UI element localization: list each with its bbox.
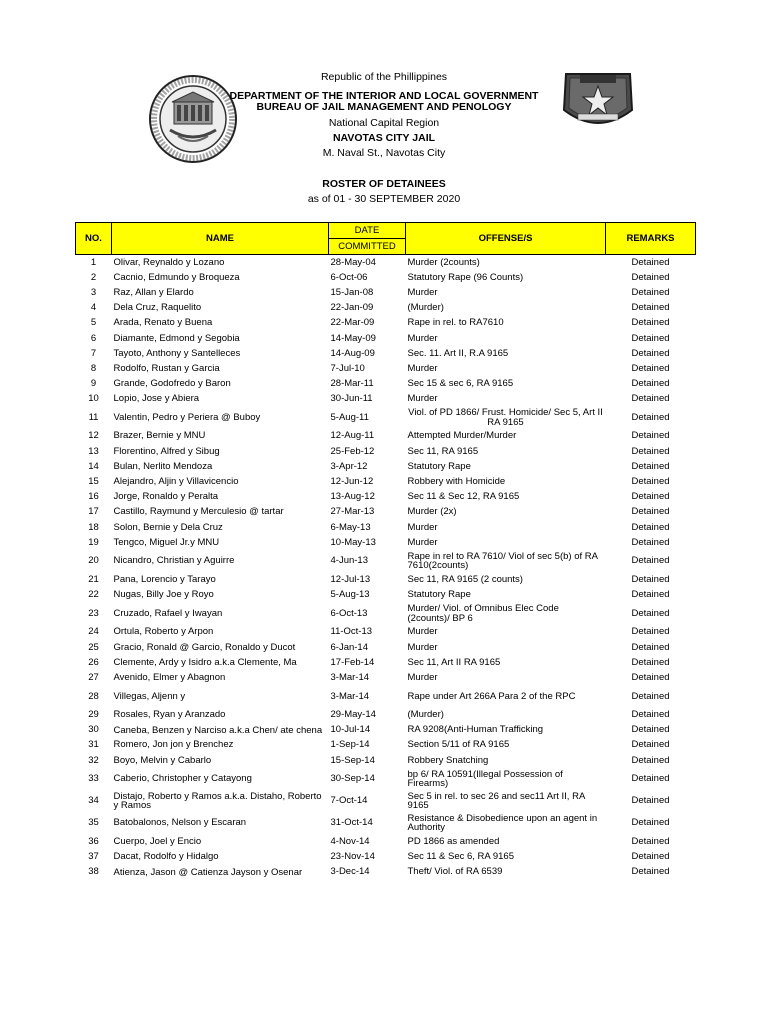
- row-number: 36: [88, 835, 99, 847]
- detainee-name: Jorge, Ronaldo y Peralta: [113, 491, 219, 503]
- remarks: Detained: [631, 378, 670, 390]
- row-number: 34: [88, 795, 99, 807]
- date-committed: 23-Nov-14: [330, 851, 375, 863]
- offense: Sec 11 & Sec 12, RA 9165: [407, 491, 520, 503]
- detainee-name: Dacat, Rodolfo y Hidalgo: [113, 851, 219, 863]
- remarks: Detained: [631, 302, 670, 314]
- remarks: Detained: [631, 256, 670, 268]
- remarks: Detained: [631, 317, 670, 329]
- detainee-name: Tayoto, Anthony y Santelleces: [113, 347, 241, 359]
- offense: Murder: [407, 671, 438, 683]
- offense: Resistance & Disobedience upon an agent in Authority: [407, 812, 598, 834]
- row-number: 10: [88, 393, 99, 405]
- row-number: 8: [90, 362, 97, 374]
- date-committed: 6-May-13: [330, 521, 371, 533]
- detainee-name: Valentin, Pedro y Periera @ Buboy: [113, 411, 261, 423]
- table-row: [76, 655, 696, 670]
- detainee-name: Brazer, Bernie y MNU: [113, 430, 206, 442]
- date-committed: 27-Mar-13: [330, 506, 375, 518]
- remarks: Detained: [631, 506, 670, 518]
- table-row: [76, 738, 696, 753]
- date-committed: 15-Jan-08: [330, 286, 374, 298]
- offense: Robbery with Homicide: [407, 476, 506, 488]
- date-committed: 3-Mar-14: [330, 690, 370, 702]
- as-of-date: as of 01 - 30 SEPTEMBER 2020: [307, 193, 461, 205]
- remarks: Detained: [631, 709, 670, 721]
- table-row: [76, 588, 696, 603]
- row-number: 5: [90, 317, 97, 329]
- detainee-name: Caneba, Benzen y Narciso a.k.a Chen/ ate chena: [113, 724, 323, 736]
- detainee-name: Gracio, Ronald @ Garcio, Ronaldo y Ducot: [113, 642, 296, 654]
- table-row: [76, 444, 696, 459]
- table-row: [76, 474, 696, 489]
- row-number: 1: [90, 256, 97, 268]
- table-row: [76, 392, 696, 407]
- row-number: 19: [88, 536, 99, 548]
- date-committed: 3-Mar-14: [330, 671, 370, 683]
- offense: Robbery Snatching: [407, 754, 489, 766]
- table-row: [76, 550, 696, 572]
- offense: Statutory Rape: [407, 589, 471, 601]
- row-number: 17: [88, 506, 99, 518]
- table-row: [76, 505, 696, 520]
- table-row: [76, 768, 696, 790]
- date-committed: 5-Aug-13: [330, 589, 370, 601]
- remarks: Detained: [631, 835, 670, 847]
- offense: Murder: [407, 536, 438, 548]
- remarks: Detained: [631, 656, 670, 668]
- table-row: [76, 316, 696, 331]
- date-committed: 4-Nov-14: [330, 835, 370, 847]
- table-row: [76, 686, 696, 708]
- detainee-name: Olivar, Reynaldo y Lozano: [113, 256, 225, 268]
- row-number: 23: [88, 607, 99, 619]
- row-number: 31: [88, 739, 99, 751]
- detainee-name: Caberio, Christopher y Catayong: [113, 773, 252, 785]
- detainee-name: Solon, Bernie y Dela Cruz: [113, 521, 223, 533]
- offense: Murder (2counts): [407, 256, 480, 268]
- roster-table: [75, 222, 696, 880]
- detainee-name: Ortula, Roberto y Arpon: [113, 626, 214, 638]
- offense: PD 1866 as amended: [407, 835, 500, 847]
- row-number: 33: [88, 773, 99, 785]
- date-committed: 28-May-04: [330, 256, 376, 268]
- date-committed: 30-Sep-14: [330, 773, 375, 785]
- region-line: National Capital Region: [328, 117, 440, 129]
- remarks: Detained: [631, 430, 670, 442]
- remarks: Detained: [631, 362, 670, 374]
- row-number: 16: [88, 491, 99, 503]
- row-number: 18: [88, 521, 99, 533]
- detainee-name: Diamante, Edmond y Segobia: [113, 332, 240, 344]
- offense: Rape under Art 266A Para 2 of the RPC: [407, 690, 576, 702]
- remarks: Detained: [631, 589, 670, 601]
- remarks: Detained: [631, 754, 670, 766]
- detainee-name: Raz, Allan y Elardo: [113, 286, 194, 298]
- detainee-name: Castillo, Raymund y Merculesio @ tartar: [113, 506, 284, 518]
- date-committed: 6-Jan-14: [330, 641, 368, 653]
- remarks: Detained: [631, 724, 670, 736]
- detainee-name: Nicandro, Christian y Aguirre: [113, 555, 235, 567]
- detainee-name: Arada, Renato y Buena: [113, 317, 213, 329]
- remarks: Detained: [631, 690, 670, 702]
- date-committed: 30-Jun-11: [330, 393, 373, 405]
- col-header-name: NAME: [112, 223, 329, 255]
- row-number: 37: [88, 851, 99, 863]
- offense: Rape in rel to RA 7610/ Viol of sec 5(b) of RA 7610(2counts): [407, 550, 598, 572]
- table-row: [76, 834, 696, 849]
- remarks: Detained: [631, 521, 670, 533]
- table-row: [76, 255, 696, 271]
- table-row: [76, 625, 696, 640]
- row-number: 28: [88, 690, 99, 702]
- republic-line: Republic of the Phillippines: [320, 71, 448, 83]
- offense: bp 6/ RA 10591(Illegal Possession of Firearms): [407, 768, 563, 790]
- bureau-line: BUREAU OF JAIL MANAGEMENT AND PENOLOGY: [256, 101, 512, 113]
- remarks: Detained: [631, 573, 670, 585]
- detainee-name: Rodolfo, Rustan y Garcia: [113, 362, 220, 374]
- date-committed: 11-Oct-13: [330, 626, 373, 638]
- remarks: Detained: [631, 460, 670, 472]
- date-committed: 28-Mar-11: [330, 378, 374, 390]
- table-row: [76, 377, 696, 392]
- jail-address: M. Naval St., Navotas City: [322, 147, 446, 159]
- date-committed: 6-Oct-13: [330, 607, 368, 619]
- offense: Murder (2x): [407, 506, 457, 518]
- date-committed: 12-Aug-11: [330, 430, 375, 442]
- remarks: Detained: [631, 393, 670, 405]
- date-committed: 14-May-09: [330, 332, 376, 344]
- date-committed: 14-Aug-09: [330, 347, 375, 359]
- col-header-remarks: REMARKS: [606, 223, 696, 255]
- detainee-name: Alejandro, Aljin y Villavicencio: [113, 476, 239, 488]
- table-row: [76, 346, 696, 361]
- table-row: [76, 520, 696, 535]
- detainee-name: Clemente, Ardy y Isidro a.k.a Clemente, Ma: [113, 656, 297, 668]
- row-number: 30: [88, 724, 99, 736]
- date-committed: 10-May-13: [330, 536, 376, 548]
- offense: Theft/ Viol. of RA 6539: [407, 866, 503, 878]
- col-header-offense: OFFENSE/S: [406, 223, 606, 255]
- row-number: 38: [88, 866, 99, 878]
- detainee-name: Dela Cruz, Raquelito: [113, 302, 202, 314]
- detainee-name: Tengco, Miguel Jr.y MNU: [113, 536, 220, 548]
- detainee-name: Nugas, Billy Joe y Royo: [113, 589, 214, 601]
- table-row: [76, 459, 696, 474]
- table-row: [76, 640, 696, 655]
- table-row: [76, 407, 696, 429]
- offense: Murder: [407, 521, 438, 533]
- remarks: Detained: [631, 739, 670, 751]
- detainee-name: Romero, Jon jon y Brenchez: [113, 739, 234, 751]
- table-row: [76, 490, 696, 505]
- table-row: [76, 849, 696, 864]
- date-committed: 4-Jun-13: [330, 555, 368, 567]
- offense: Section 5/11 of RA 9165: [407, 739, 510, 751]
- row-number: 27: [88, 671, 99, 683]
- table-row: [76, 865, 696, 880]
- remarks: Detained: [631, 641, 670, 653]
- row-number: 22: [88, 589, 99, 601]
- row-number: 6: [90, 332, 97, 344]
- table-row: [76, 790, 696, 812]
- offense: (Murder): [407, 709, 444, 721]
- offense: Murder: [407, 641, 438, 653]
- row-number: 20: [88, 555, 99, 567]
- col-header-no: NO.: [76, 223, 112, 255]
- offense: Sec 11 & Sec 6, RA 9165: [407, 851, 515, 863]
- detainee-name: Rosales, Ryan y Aranzado: [113, 709, 226, 721]
- offense: Attempted Murder/Murder: [407, 430, 517, 442]
- row-number: 9: [90, 378, 97, 390]
- offense: Murder: [407, 393, 438, 405]
- jail-name: NAVOTAS CITY JAIL: [332, 132, 436, 144]
- row-number: 12: [88, 430, 99, 442]
- date-committed: 25-Feb-12: [330, 445, 375, 457]
- table-row: [76, 723, 696, 738]
- row-number: 35: [88, 817, 99, 829]
- row-number: 2: [90, 271, 97, 283]
- date-committed: 15-Sep-14: [330, 754, 375, 766]
- col-header-committed: COMMITTED: [329, 239, 406, 255]
- row-number: 21: [88, 573, 99, 585]
- table-row: [76, 535, 696, 550]
- table-row: [76, 429, 696, 444]
- remarks: Detained: [631, 626, 670, 638]
- offense: Statutory Rape: [407, 460, 471, 472]
- date-committed: 22-Jan-09: [330, 302, 374, 314]
- table-row: [76, 361, 696, 376]
- detainee-name: Cacnio, Edmundo y Broqueza: [113, 271, 240, 283]
- row-number: 32: [88, 754, 99, 766]
- detainee-name: Boyo, Melvin y Cabarlo: [113, 754, 212, 766]
- row-number: 3: [90, 286, 97, 298]
- offense: Murder: [407, 332, 438, 344]
- date-committed: 7-Jul-10: [330, 362, 365, 374]
- roster-title: ROSTER OF DETAINEES: [322, 178, 446, 190]
- remarks: Detained: [631, 866, 670, 878]
- date-committed: 17-Feb-14: [330, 656, 375, 668]
- table-row: [76, 670, 696, 685]
- date-committed: 29-May-14: [330, 709, 376, 721]
- remarks: Detained: [631, 795, 670, 807]
- detainee-name: Bulan, Nerlito Mendoza: [113, 460, 213, 472]
- detainee-name: Cuerpo, Joel y Encio: [113, 835, 202, 847]
- remarks: Detained: [631, 555, 670, 567]
- roster-table-body: [76, 255, 696, 880]
- detainee-name: Pana, Lorencio y Tarayo: [113, 573, 216, 585]
- date-committed: 3-Apr-12: [330, 460, 368, 472]
- detainee-name: Distajo, Roberto y Ramos a.k.a. Distaho, Roberto y Ramos: [113, 791, 322, 812]
- date-committed: 6-Oct-06: [330, 271, 368, 283]
- date-committed: 12-Jun-12: [330, 476, 374, 488]
- offense: Murder: [407, 626, 438, 638]
- remarks: Detained: [631, 817, 670, 829]
- roster-table-header: [76, 223, 696, 255]
- remarks: Detained: [631, 286, 670, 298]
- remarks: Detained: [631, 671, 670, 683]
- offense: Sec 5 in rel. to sec 26 and sec11 Art II, RA 9165: [407, 790, 585, 812]
- table-row: [76, 331, 696, 346]
- remarks: Detained: [631, 536, 670, 548]
- date-committed: 22-Mar-09: [330, 317, 375, 329]
- row-number: 15: [88, 476, 99, 488]
- table-row: [76, 812, 696, 834]
- date-committed: 31-Oct-14: [330, 817, 373, 829]
- detainee-name: Lopio, Jose y Abiera: [113, 393, 200, 405]
- date-committed: 1-Sep-14: [330, 739, 370, 751]
- table-row: [76, 285, 696, 300]
- detainee-name: Cruzado, Rafael y Iwayan: [113, 607, 223, 619]
- offense: (Murder): [407, 302, 444, 314]
- date-committed: 10-Jul-14: [330, 724, 371, 736]
- row-number: 7: [90, 347, 97, 359]
- date-committed: 12-Jul-13: [330, 573, 371, 585]
- table-row: [76, 572, 696, 587]
- remarks: Detained: [631, 271, 670, 283]
- remarks: Detained: [631, 607, 670, 619]
- remarks: Detained: [631, 411, 670, 423]
- offense: Murder/ Viol. of Omnibus Elec Code (2counts)/ BP 6: [407, 603, 559, 624]
- date-committed: 13-Aug-12: [330, 491, 375, 503]
- remarks: Detained: [631, 476, 670, 488]
- remarks: Detained: [631, 445, 670, 457]
- offense: Sec 11, Art II RA 9165: [407, 656, 501, 668]
- row-number: 25: [88, 641, 99, 653]
- row-number: 11: [88, 411, 99, 423]
- offense: Rape in rel. to RA7610: [407, 317, 504, 329]
- table-row: [76, 708, 696, 723]
- offense: Statutory Rape (96 Counts): [407, 271, 524, 283]
- offense: Sec 11, RA 9165: [407, 445, 479, 457]
- remarks: Detained: [631, 332, 670, 344]
- detainee-name: Atienza, Jason @ Catienza Jayson y Osenar: [113, 866, 303, 878]
- col-header-date: DATE: [329, 223, 406, 239]
- offense: Murder: [407, 362, 438, 374]
- detainee-name: Batobalonos, Nelson y Escaran: [113, 817, 247, 829]
- offense: Murder: [407, 286, 438, 298]
- detainee-name: Florentino, Alfred y Sibug: [113, 445, 220, 457]
- date-committed: 5-Aug-11: [330, 411, 369, 423]
- row-number: 14: [88, 460, 99, 472]
- offense: RA 9208(Anti-Human Trafficking: [407, 724, 544, 736]
- table-row: [76, 753, 696, 768]
- row-number: 24: [88, 626, 99, 638]
- remarks: Detained: [631, 347, 670, 359]
- table-row: [76, 603, 696, 625]
- department-line: DEPARTMENT OF THE INTERIOR AND LOCAL GOVERNMENT: [229, 90, 539, 102]
- remarks: Detained: [631, 851, 670, 863]
- table-row: [76, 301, 696, 316]
- offense: Sec. 11. Art II, R.A 9165: [407, 347, 509, 359]
- offense: Sec 11, RA 9165 (2 counts): [407, 573, 523, 585]
- offense: Viol. of PD 1866/ Frust. Homicide/ Sec 5, Art II RA 9165: [408, 407, 603, 428]
- detainee-name: Grande, Godofredo y Baron: [113, 378, 231, 390]
- offense: Sec 15 & sec 6, RA 9165: [407, 378, 514, 390]
- remarks: Detained: [631, 491, 670, 503]
- document-header: [0, 0, 768, 220]
- detainee-name: Avenido, Elmer y Abagnon: [113, 671, 226, 683]
- detainee-name: Villegas, Aljenn y: [113, 690, 186, 702]
- table-row: [76, 270, 696, 285]
- row-number: 4: [90, 302, 97, 314]
- remarks: Detained: [631, 773, 670, 785]
- date-committed: 7-Oct-14: [330, 795, 368, 807]
- row-number: 13: [88, 445, 99, 457]
- date-committed: 3-Dec-14: [330, 866, 370, 878]
- row-number: 26: [88, 656, 99, 668]
- row-number: 29: [88, 709, 99, 721]
